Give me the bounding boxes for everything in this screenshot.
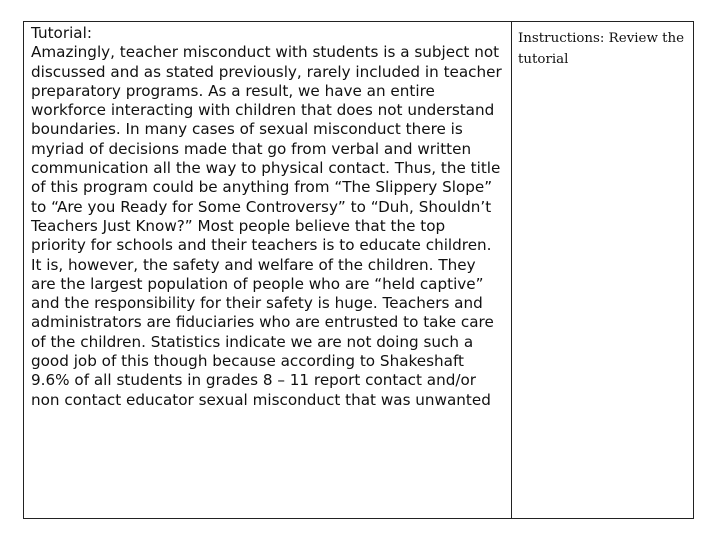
tutorial-cell [24, 22, 512, 518]
tutorial-body: Amazingly, teacher misconduct with students is a subject not discussed and as stated previously, rarely included in teacher preparatory programs. As a result, we have an entire workforce interacting with children that does not understand boundaries. In many cases of sexual misconduct there is myriad of decisions made that go from verbal and written communication all the way to physical contact. Thus, the title of this program could be anything from “The Slippery Slope” to “Are you Ready for Some Controversy” to “Duh, Shouldn’t Teachers Just Know?” Most people believe that the top priority for schools and their teachers is to educate children. It is, however, the safety and welfare of the children. They are the largest population of people who are “held captive” and the responsibility for their safety is huge. Teachers and administrators are fiduciaries who are entrusted to take care of the children. Statistics indicate we are not doing such a good job of this though because according to Shakeshaft 9.6% of all students in grades 8 – 11 report contact and/or non contact educator sexual misconduct that was unwanted [31, 43, 502, 409]
instructions-cell [512, 22, 693, 518]
instructions-text: Instructions: Review the tutorial [518, 31, 685, 67]
content-table [23, 21, 694, 519]
tutorial-heading: Tutorial: [31, 24, 92, 42]
